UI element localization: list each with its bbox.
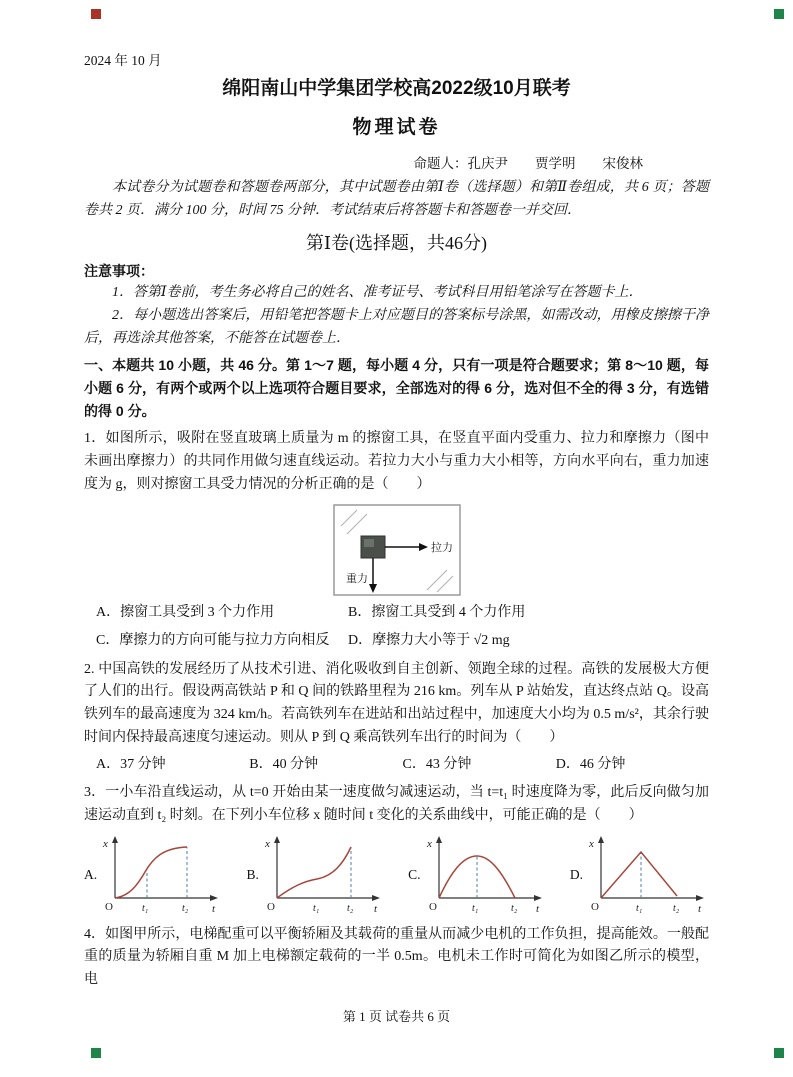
gravity-force-label: 重力 [345,573,368,586]
q2-option-a: A．37 分钟 [96,756,166,772]
q3-graph-a [84,834,223,916]
q1-option-d: D．摩擦力大小等于 √2 mg [348,633,510,649]
exam-authors: 命题人：孔庆尹 贾学明 宋俊林 [413,156,643,172]
y-axis-label: x [426,837,432,850]
window-cleaner-diagram [333,504,461,596]
question-1-figure [84,504,709,596]
exam-title: 绵阳南山中学集团学校高2022级10月联考 [222,77,571,99]
question-2-options [84,754,709,777]
exam-date: 2024 年 10 月 [84,53,162,68]
q3-graph-c [408,834,546,916]
origin-label: O [266,900,275,913]
notice-heading: 注意事项： [84,262,154,279]
x-axis-label: t [212,902,216,915]
t1-label: t₁ [471,902,478,914]
question-3-text: 3．一小车沿直线运动，从 t=0 开始由某一速度做匀减速运动，当 t=t₁ 时速度降为零，此后反向做匀加速运动直到 t₂ 时刻。在下列小车位移 x 随时间 t 变化的关系曲线中，可能正确的是（ ） [84,785,709,823]
q3-graph-b [246,834,384,916]
question-1-options [84,602,709,652]
cleaning-tool-highlight [364,539,374,547]
q3-graph-a-label: A. [84,866,98,882]
t1-label: t₁ [312,902,320,914]
x-axis-label: t [697,902,702,915]
displacement-curve [115,847,187,898]
q3-graph-c-label: C. [408,866,421,882]
q2-option-b: B．40 分钟 [249,756,319,772]
t2-label: t₂ [346,902,354,914]
axis-group [112,836,218,901]
q2-option-d: D．46 分钟 [555,756,626,772]
origin-label: O [428,900,437,913]
notice-item-1: 1．答第Ⅰ卷前，考生务必将自己的姓名、准考证号、考试科目用铅笔涂写在答题卡上． [112,285,643,301]
q3-graph-d-label: D. [569,866,583,882]
q3-graph-a-plot [99,834,223,916]
displacement-curve [277,847,351,898]
corner-marker-top-right [774,9,784,19]
multiple-choice-instructions: 一、本题共 10 小题，共 46 分。第 1～7 题，每小题 4 分，只有一项是符合题要求；第 8～10 题，每小题 6 分，有两个或两个以上选项符合题目要求，全部选对的得 6 分，选对但不全的得 3 分，有选错的得 0 分。 [84,357,709,419]
corner-marker-bottom-left [91,1048,101,1058]
y-axis-label: x [588,837,594,850]
q2-option-c: C．43 分钟 [402,756,472,772]
exam-subject-title: 物理试卷 [352,116,441,138]
displacement-curve [601,852,677,898]
x-axis-label: t [373,902,377,915]
t2-label: t₂ [510,902,517,914]
q1-option-b: B．擦窗工具受到 4 个力作用 [348,605,526,621]
pull-force-label: 拉力 [430,542,453,555]
y-axis-label: x [264,837,270,850]
origin-label: O [105,900,114,913]
section-1-title: 第Ⅰ卷(选择题，共46分) [305,232,488,253]
t1-label: t₁ [142,902,149,914]
question-4-text: 4．如图甲所示，电梯配重可以平衡轿厢及其载荷的重量从而减少电机的工作负担，提高能效。一般配重的质量为轿厢自重 M 加上电梯额定载荷的一半 0.5m。电机未工作时可简化为如图乙所示的模型，电 [84,926,709,987]
x-axis-label: t [535,902,539,915]
page-footer: 第 1 页 试卷共 6 页 [342,1008,451,1024]
origin-label: O [590,900,599,913]
axis-group [274,836,380,901]
exam-intro-paragraph: 本试卷分为试题卷和答题卷两部分，其中试题卷由第Ⅰ卷（选择题）和第Ⅱ卷组成，共 6 页；答题卷共 2 页．满分 100 分，时间 75 分钟．考试结束后将答题卡和答题卷一并交回． [84,180,709,218]
q1-option-c: C．摩擦力的方向可能与拉力方向相反 [96,633,330,649]
corner-marker-top-left [91,9,101,19]
axis-group [436,836,542,901]
q3-graph-b-label: B. [246,866,259,882]
t2-label: t₂ [182,902,189,914]
y-axis-label: x [103,837,109,850]
guide-lines [147,847,187,898]
question-2-text: 2. 中国高铁的发展经历了从技术引进、消化吸收到自主创新、领跑全球的过程。高铁的发展极大方便了人们的出行。假设两高铁站 P 和 Q 间的铁路里程为 216 km。列车从 P 站始发，直达终点站 Q。设高铁列车的最高速度为 324 km/h。若高铁列车在进站和出站过程中，加速度大小均为 0.5 m/s²，其余行驶时间内保持最高速度匀速运动。则从 P 到 Q 乘高铁列车出行的时间为（ ） [84,661,709,745]
q3-graph-c-plot [423,834,547,916]
question-3-graphs [84,834,709,916]
question-1-text: 1．如图所示，吸附在竖直玻璃上质量为 m 的擦窗工具，在竖直平面内受重力、拉力和摩擦力（图中未画出摩擦力）的共同作用做匀速直线运动。若拉力大小与重力大小相等，方向水平向右，重力加速度为 g，则对擦窗工具受力情况的分析正确的是（ ） [84,431,709,492]
t2-label: t₂ [672,902,680,914]
q3-graph-d [570,834,709,916]
corner-marker-bottom-right [774,1048,784,1058]
t1-label: t₁ [635,902,643,914]
q1-option-a: A．擦窗工具受到 3 个力作用 [96,605,275,621]
notice-item-2: 2．每小题选出答案后，用铅笔把答题卡上对应题目的答案标号涂黑，如需改动，用橡皮擦擦干净后，再选涂其他答案，不能答在试题卷上． [84,308,709,346]
q3-graph-d-plot [585,834,709,916]
q3-graph-b-plot [261,834,385,916]
axis-group [598,836,704,901]
